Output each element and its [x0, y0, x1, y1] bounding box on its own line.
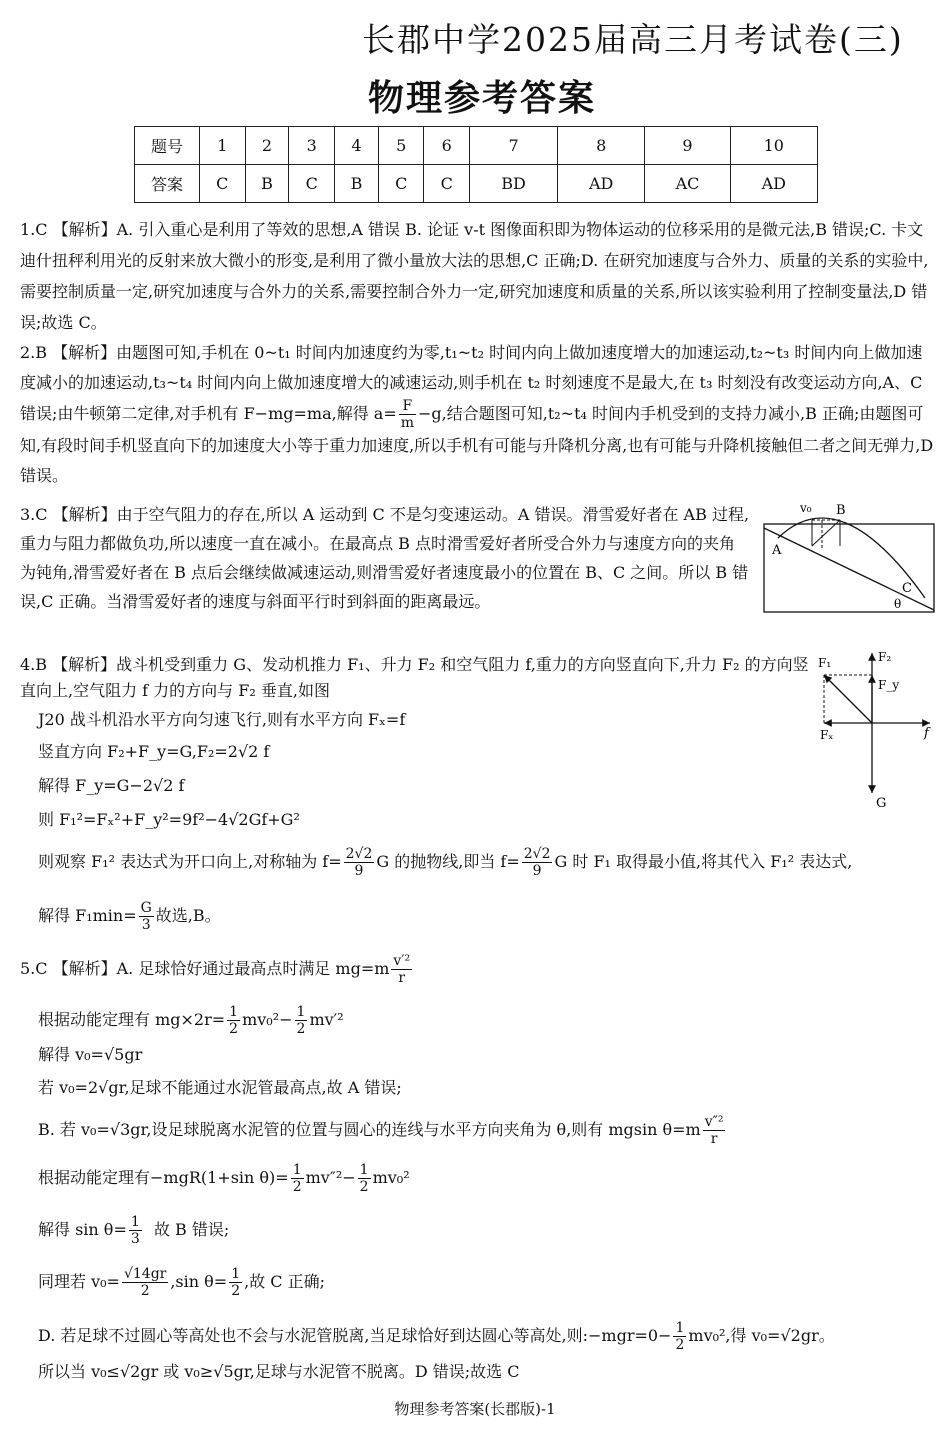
numerator: 1	[130, 1214, 140, 1230]
label-f: f	[924, 726, 929, 741]
denominator: 2	[296, 1021, 306, 1037]
answer-cell: AD	[730, 165, 817, 203]
text: 故选,B。	[155, 906, 221, 925]
q5-line4: 若 v₀=2√gr,足球不能通过水泥管最高点,故 A 错误;	[38, 1078, 402, 1097]
q4-line5	[38, 846, 852, 879]
label-G: G	[876, 796, 887, 810]
text: 解得 F₁min=	[38, 906, 137, 925]
denominator: 2	[229, 1021, 239, 1037]
q2-text-part1: 2.B 【解析】由题图可知,手机在 0~t₁ 时间内加速度约为零,t₁~t₂ 时间内向上做加速度增大的加速运动,t₂~t₃ 时间内向上做加速度减小的加速运动,t₃~t₄ 时间内向上做加速度增大的减速运动,则手机在 t₂ 时刻速度不是最大,在 t₃ 时刻没有改变运动方向,A、C 错误;由牛顿第二定律,对手机有 F−mg=ma,解得 a=	[20, 343, 923, 423]
label-F1: F₁	[818, 656, 832, 670]
q4-line6	[38, 900, 221, 933]
text: ,sin θ=	[170, 1272, 228, 1291]
answer-cell: AC	[645, 165, 730, 203]
row-label: 答案	[135, 165, 200, 203]
force-diagram	[812, 645, 940, 810]
q5-line8	[38, 1266, 325, 1299]
question-number: 2	[245, 127, 289, 165]
q2-explanation	[20, 338, 934, 491]
text: 根据动能定理有 mg×2r=	[38, 1010, 226, 1029]
fraction	[344, 846, 375, 879]
q5-line6	[38, 1162, 410, 1195]
text: 根据动能定理有−mgR(1+sin θ)=	[38, 1168, 289, 1187]
denominator: r	[398, 970, 406, 986]
numerator: G	[140, 900, 152, 916]
denominator: 2	[292, 1179, 302, 1195]
q4-line2: 竖直方向 F₂+F_y=G,F₂=2√2 f	[38, 742, 270, 761]
q5-line5	[38, 1114, 727, 1147]
q4-line1: J20 战斗机沿水平方向匀速飞行,则有水平方向 Fₓ=f	[38, 710, 406, 729]
ski-slope-figure	[760, 498, 940, 616]
text: 故 B 错误;	[143, 1220, 230, 1239]
numerator: v′²	[393, 953, 411, 969]
numerator: √14gr	[123, 1266, 167, 1282]
fraction	[139, 900, 154, 933]
text: ,故 C 正确;	[244, 1272, 326, 1291]
numerator: 2√2	[345, 846, 373, 862]
question-number: 10	[730, 127, 817, 165]
label-A: A	[772, 543, 782, 558]
label-theta: θ	[894, 597, 902, 611]
fraction	[673, 1320, 686, 1353]
answer-table	[134, 126, 818, 203]
denominator: 9	[532, 863, 542, 879]
question-number: 6	[424, 127, 470, 165]
question-number: 5	[378, 127, 424, 165]
fraction	[295, 1004, 308, 1037]
denominator: m	[400, 415, 415, 431]
text: G 时 F₁ 取得最小值,将其代入 F₁² 表达式,	[554, 852, 853, 871]
text: 解得 sin θ=	[38, 1220, 127, 1239]
question-number: 7	[470, 127, 558, 165]
row-label: 题号	[135, 127, 200, 165]
text: 同理若 v₀=	[38, 1272, 120, 1291]
q5-line7	[38, 1214, 229, 1247]
numerator: 1	[229, 1004, 239, 1020]
q5-line1	[20, 953, 414, 986]
q5-line3: 解得 v₀=√5gr	[38, 1045, 143, 1064]
label-F2: F₂	[878, 650, 892, 664]
numerator: 1	[292, 1162, 302, 1178]
numerator: F	[399, 398, 416, 415]
q4-line3: 解得 F_y=G−2√2 f	[38, 776, 185, 795]
text: mv″²−	[305, 1168, 356, 1187]
denominator: r	[710, 1131, 718, 1147]
text: D. 若足球不过圆心等高处也不会与水泥管脱离,当足球恰好到达圆心等高处,则:−mgr=0−	[38, 1326, 672, 1345]
text: mv₀²−	[242, 1010, 293, 1029]
fraction	[229, 1266, 242, 1299]
label-C: C	[902, 581, 912, 596]
text: 5.C 【解析】A. 足球恰好通过最高点时满足 mg=m	[20, 959, 390, 978]
text: 则观察 F₁² 表达式为开口向上,对称轴为 f=	[38, 852, 342, 871]
answer-cell: C	[200, 165, 246, 203]
question-number-row	[135, 127, 818, 165]
text: mv₀²,得 v₀=√2gr。	[688, 1326, 835, 1345]
text: G 的抛物线,即当 f=	[376, 852, 520, 871]
question-number: 3	[289, 127, 335, 165]
fraction	[391, 953, 412, 986]
q5-line9	[38, 1320, 835, 1353]
text: B. 若 v₀=√3gr,设足球脱离水泥管的位置与圆心的连线与水平方向夹角为 θ,则有 mgsin θ=m	[38, 1120, 701, 1139]
numerator: v″²	[704, 1114, 724, 1130]
q4-intro: 4.B 【解析】战斗机受到重力 G、发动机推力 F₁、升力 F₂ 和空气阻力 f,重力的方向竖直向下,升力 F₂ 的方向竖直向上,空气阻力 f 力的方向与 F₂ 垂直,如图	[20, 655, 809, 700]
fraction	[291, 1162, 304, 1195]
fraction	[129, 1214, 142, 1247]
answer-cell: C	[424, 165, 470, 203]
denominator: 2	[675, 1337, 685, 1353]
fraction	[522, 846, 553, 879]
fraction	[358, 1162, 371, 1195]
exam-title: 长郡中学2025届高三月考试卷(三)	[362, 20, 904, 59]
question-number: 1	[200, 127, 246, 165]
numerator: 2√2	[523, 846, 551, 862]
numerator: 1	[231, 1266, 241, 1282]
question-number: 4	[335, 127, 379, 165]
answer-cell: C	[289, 165, 335, 203]
q1-explanation: 1.C 【解析】A. 引入重心是利用了等效的思想,A 错误 B. 论证 v-t 图像面积即为物体运动的位移采用的是微元法,B 错误;C. 卡文迪什扭秤利用光的反射来放大微小的形变,是利用了微小量放大法的思想,C 正确;D. 在研究加速度与合外力、质量的关系的实验中,需要控制质量一定,研究加速度与合外力的关系,需要控制合外力一定,研究加速度和质量的关系,所以该实验利用了控制变量法,D 错误;故选 C。	[20, 220, 929, 332]
label-v0: v₀	[800, 501, 812, 515]
denominator: 9	[354, 863, 364, 879]
answer-cell: AD	[558, 165, 645, 203]
answer-row	[135, 165, 818, 203]
label-B: B	[836, 503, 846, 518]
answer-cell: B	[335, 165, 379, 203]
denominator: 3	[141, 917, 151, 933]
denominator: 2	[231, 1283, 241, 1299]
answer-key-title: 物理参考答案	[368, 77, 597, 119]
answer-cell: B	[245, 165, 289, 203]
fraction	[122, 1266, 168, 1299]
fraction	[227, 1004, 240, 1037]
label-Fx: Fₓ	[820, 728, 834, 742]
fraction	[703, 1114, 726, 1147]
question-number: 9	[645, 127, 730, 165]
text: mv′²	[309, 1010, 344, 1029]
numerator: 1	[359, 1162, 369, 1178]
numerator: 1	[296, 1004, 306, 1020]
question-number: 8	[558, 127, 645, 165]
answer-cell: C	[378, 165, 424, 203]
q4-line4: 则 F₁²=Fₓ²+F_y²=9f²−4√2Gf+G²	[38, 810, 300, 829]
denominator: 2	[359, 1179, 369, 1195]
numerator: 1	[675, 1320, 685, 1336]
q5-line2	[38, 1004, 344, 1037]
page-footer: 物理参考答案(长郡版)-1	[394, 1400, 556, 1418]
text: mv₀²	[372, 1168, 410, 1187]
denominator: 3	[130, 1231, 140, 1247]
denominator: 2	[140, 1283, 150, 1299]
answer-cell: BD	[470, 165, 558, 203]
fraction	[399, 398, 416, 431]
q2-text-part2: −g,结合题图可知,t₂~t₄ 时间内手机受到的支持力减小,B 正确;由题图可知,有段时间手机竖直向下的加速度大小等于重力加速度,所以手机有可能与升降机分离,也有可能与升降机接触但二者之间无弹力,D 错误。	[20, 404, 934, 485]
q5-line10: 所以当 v₀≤√2gr 或 v₀≥√5gr,足球与水泥管不脱离。D 错误;故选 C	[38, 1362, 520, 1381]
q3-explanation: 3.C 【解析】由于空气阻力的存在,所以 A 运动到 C 不是匀变速运动。A 错误。滑雪爱好者在 AB 过程,重力与阻力都做负功,所以速度一直在减小。在最高点 B 点时滑雪爱好者所受合外力与速度方向的夹角为钝角,滑雪爱好者在 B 点后会继续做减速运动,则滑雪爱好者速度最小的位置在 B、C 之间。所以 B 错误,C 正确。当滑雪爱好者的速度与斜面平行时到斜面的距离最远。	[20, 505, 750, 611]
label-Fy: F_y	[878, 678, 900, 692]
